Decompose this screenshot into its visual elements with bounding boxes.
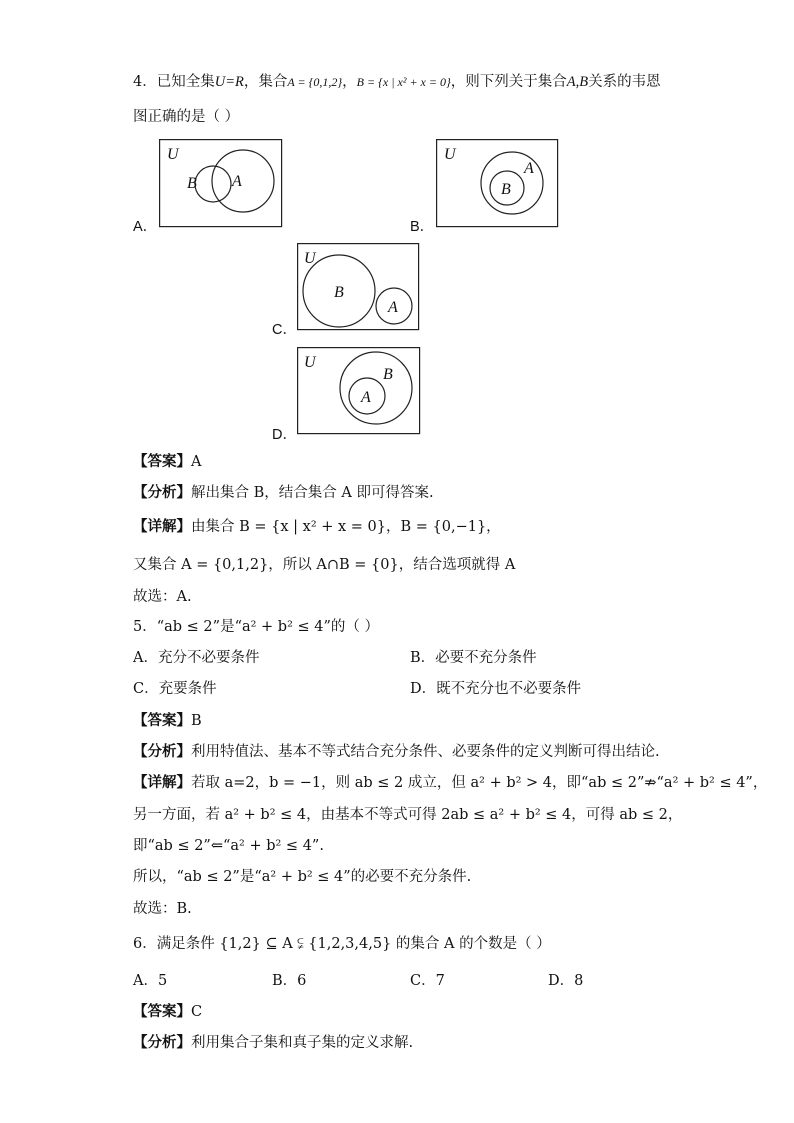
venn-diagram-c xyxy=(297,243,420,331)
q4-final: 故选：A. xyxy=(133,589,192,605)
venn-diagram-a xyxy=(159,139,283,228)
q5-detail-3: 即“ab ≤ 2”⇐“a² + b² ≤ 4”. xyxy=(133,838,324,854)
q5-detail-1: 【详解】若取 a=2，b = −1，则 ab ≤ 2 成立，但 a² + b² > 4，即“ab ≤ 2”⇏“a² + b² ≤ 4”， xyxy=(133,774,768,791)
venn-a-u: U xyxy=(167,146,179,163)
venn-b-inner: B xyxy=(501,181,511,198)
venn-diagram-b xyxy=(436,139,559,228)
venn-a-left: B xyxy=(187,175,197,192)
q4-stem-line1: 4．已知全集U=R，集合A = {0,1,2}，B = {x | x² + x = 0}，则下列关于集合A,B关系的韦恩 xyxy=(133,74,661,90)
venn-d-inner: A xyxy=(361,389,371,406)
q5-answer: 【答案】B xyxy=(133,712,202,729)
venn-c-big: B xyxy=(334,284,344,301)
q4-analysis: 【分析】解出集合 B，结合集合 A 即可得答案. xyxy=(133,484,434,501)
universe-set: U=R xyxy=(214,74,244,90)
q5-option-d: D．既不充分也不必要条件 xyxy=(410,681,582,697)
q5-analysis: 【分析】利用特值法、基本不等式结合充分条件、必要条件的定义判断可得出结论. xyxy=(133,743,660,760)
q5-detail-4: 所以，“ab ≤ 2”是“a² + b² ≤ 4”的必要不充分条件. xyxy=(133,869,472,885)
venn-c-small: A xyxy=(388,299,398,316)
q5-option-b: B．必要不充分条件 xyxy=(410,650,537,666)
q4-detail-2: 又集合 A = {0,1,2}，所以 A∩B = {0}，结合选项就得 A xyxy=(133,557,516,573)
option-a-label: A． xyxy=(133,219,158,235)
q4-answer: 【答案】A xyxy=(133,453,202,470)
option-b-label: B． xyxy=(410,219,435,235)
venn-c-u: U xyxy=(304,250,316,267)
venn-d-outer: B xyxy=(383,366,393,383)
set-a-def: A = {0,1,2} xyxy=(287,75,343,89)
q6-option-d: D．8 xyxy=(548,973,584,989)
q4-stem-line2: 图正确的是（ ） xyxy=(133,109,240,125)
q6-option-b: B．6 xyxy=(272,973,307,989)
venn-d-u: U xyxy=(304,354,316,371)
q5-detail-2: 另一方面，若 a² + b² ≤ 4，由基本不等式可得 2ab ≤ a² + b² ≤ 4，可得 ab ≤ 2， xyxy=(133,807,683,823)
venn-diagram-d xyxy=(297,347,421,435)
q5-final: 故选：B. xyxy=(133,901,192,917)
venn-b-outer: A xyxy=(524,160,534,177)
q5-stem: 5．“ab ≤ 2”是“a² + b² ≤ 4”的（ ） xyxy=(133,619,380,635)
venn-a-right: A xyxy=(232,173,242,190)
q5-option-c: C．充要条件 xyxy=(133,681,217,697)
option-c-label: C． xyxy=(272,322,297,338)
q6-answer: 【答案】C xyxy=(133,1003,203,1020)
venn-b-u: U xyxy=(444,146,456,163)
set-b-def: B = {x | x² + x = 0} xyxy=(356,75,451,89)
q4-number: 4． xyxy=(133,74,157,90)
q4-detail-1: 【详解】由集合 B = {x | x² + x = 0}，B = {0,−1}， xyxy=(133,518,501,535)
q6-option-a: A．5 xyxy=(133,973,168,989)
q6-option-c: C．7 xyxy=(410,973,445,989)
option-d-label: D． xyxy=(272,427,297,443)
q6-stem: 6．满足条件 {1,2} ⊆ A ⫋ {1,2,3,4,5} 的集合 A 的个数是（ ） xyxy=(133,936,551,952)
q5-option-a: A．充分不必要条件 xyxy=(133,650,260,666)
q6-analysis: 【分析】利用集合子集和真子集的定义求解. xyxy=(133,1034,414,1051)
